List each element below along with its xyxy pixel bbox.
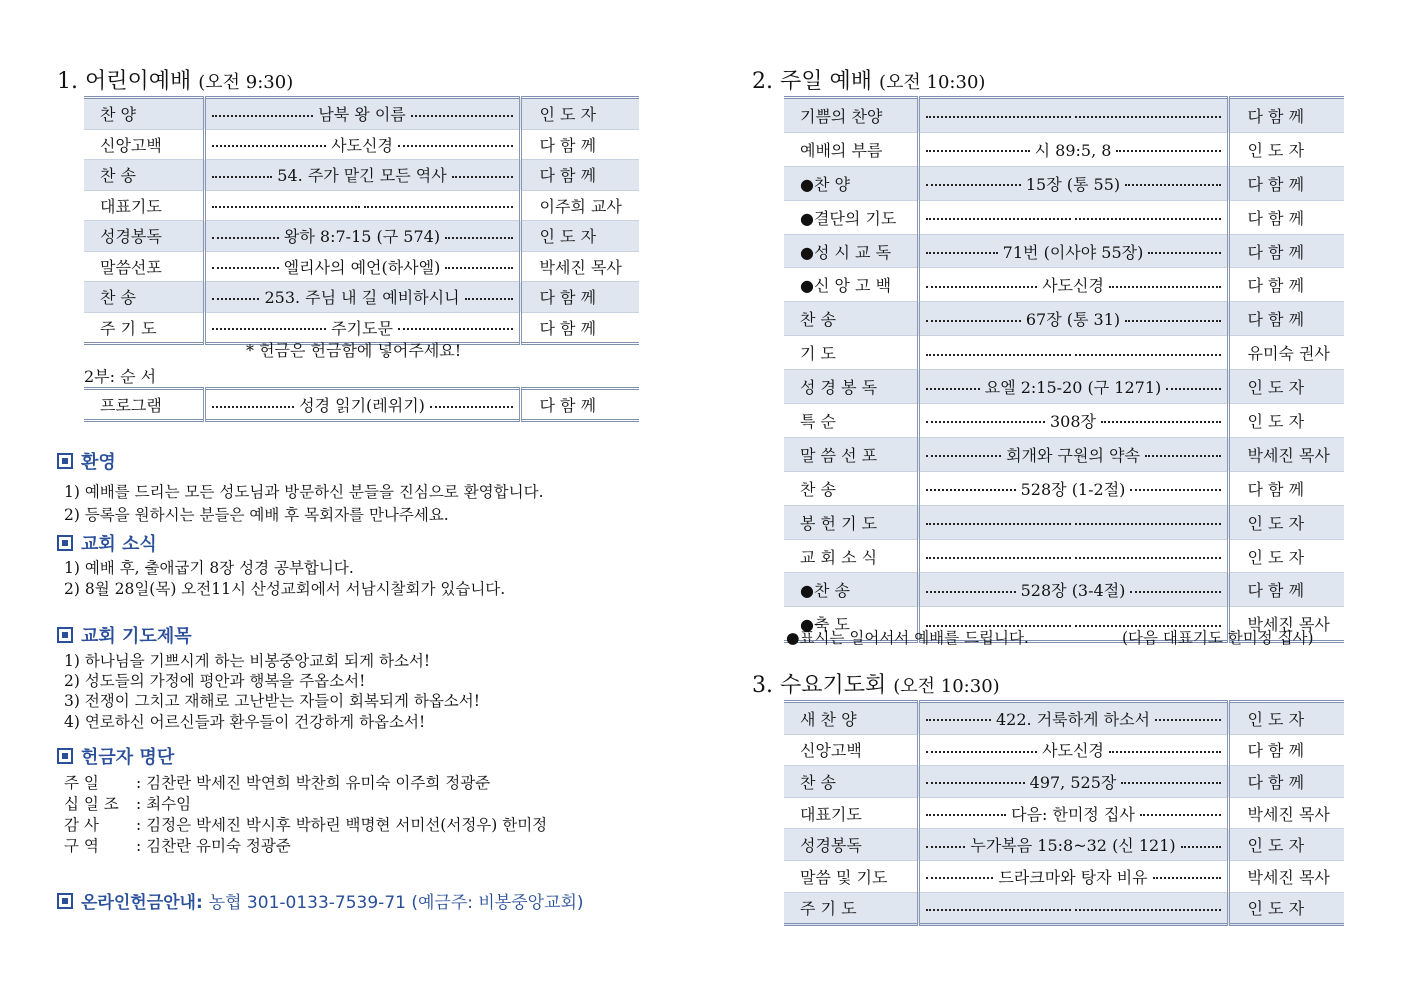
order-item-label: ●찬 송 bbox=[784, 573, 918, 607]
order-item-detail: 528장 (3-4절) bbox=[1020, 581, 1126, 601]
order-item-detail: 사도신경 bbox=[1042, 741, 1104, 761]
order-item-leader: 박세진 목사 bbox=[1228, 860, 1344, 892]
order-row bbox=[84, 389, 639, 421]
standing-note: ●표시는 일어서서 예배를 드립니다. bbox=[786, 629, 1029, 647]
donor-category: 십 일 조 bbox=[64, 795, 119, 813]
online-offering-account: 농협 301-0133-7539-71 (예금주: 비봉중앙교회) bbox=[208, 893, 584, 913]
order-item-leader: 다 함 께 bbox=[1228, 766, 1344, 798]
order-item-content bbox=[918, 370, 1228, 404]
order-item-content bbox=[918, 200, 1228, 234]
order-item-leader: 인 도 자 bbox=[1228, 892, 1344, 925]
section1-title bbox=[57, 64, 293, 95]
order-item-content bbox=[918, 404, 1228, 438]
order-item-content bbox=[918, 132, 1228, 166]
order-row bbox=[784, 166, 1344, 200]
order-item-label: 대표기도 bbox=[84, 190, 204, 221]
section2-title bbox=[752, 64, 985, 95]
order-item-content bbox=[204, 251, 520, 282]
donors-heading bbox=[57, 743, 174, 769]
order-item-detail: 누가복음 15:8~32 (신 121) bbox=[970, 836, 1176, 856]
order-item-content bbox=[918, 860, 1228, 892]
section2-title-text: 2. 주일 예배 bbox=[752, 69, 872, 94]
order-item-leader: 인 도 자 bbox=[1228, 539, 1344, 573]
prayer-heading bbox=[57, 622, 192, 648]
order-item-leader: 인 도 자 bbox=[1228, 132, 1344, 166]
order-item-content bbox=[918, 829, 1228, 861]
section2-table bbox=[784, 96, 1344, 643]
order-item-detail: 남북 왕 이름 bbox=[318, 105, 406, 125]
order-item-detail: 요엘 2:15-20 (구 1271) bbox=[984, 378, 1162, 398]
order-row bbox=[784, 268, 1344, 302]
order-item-label: 주 기 도 bbox=[84, 312, 204, 344]
section1-title-text: 1. 어린이예배 bbox=[57, 69, 192, 94]
donor-names: : 최수임 bbox=[136, 795, 192, 813]
square-bullet-icon bbox=[57, 627, 73, 643]
order-item-detail: 528장 (1-2절) bbox=[1020, 479, 1126, 499]
order-row bbox=[784, 437, 1344, 471]
order-item-label: 말씀 및 기도 bbox=[784, 860, 918, 892]
order-item-label: ●축 도 bbox=[784, 607, 918, 642]
order-item-label: 예배의 부름 bbox=[784, 132, 918, 166]
news-heading bbox=[57, 530, 157, 556]
order-item-leader: 유미숙 권사 bbox=[1228, 336, 1344, 370]
donor-category: 감 사 bbox=[64, 816, 99, 834]
order-item-leader: 다 함 께 bbox=[1228, 734, 1344, 766]
order-item-label: 성경봉독 bbox=[784, 829, 918, 861]
order-row bbox=[784, 860, 1344, 892]
order-item-content bbox=[918, 268, 1228, 302]
order-item-leader: 다 함 께 bbox=[1228, 302, 1344, 336]
order-item-label: 찬 송 bbox=[784, 471, 918, 505]
section3-table bbox=[784, 700, 1344, 926]
order-item-detail: 71번 (이사야 55장) bbox=[1002, 242, 1144, 262]
order-row bbox=[84, 98, 639, 130]
order-item-leader: 다 함 께 bbox=[520, 312, 639, 344]
order-item-content bbox=[204, 190, 520, 221]
order-item-leader: 다 함 께 bbox=[539, 396, 597, 415]
order-item-label: 기쁨의 찬양 bbox=[784, 98, 918, 133]
welcome-line-1: 1) 예배를 드리는 모든 성도님과 방문하신 분들을 진심으로 환영합니다. bbox=[64, 483, 544, 501]
order-item-label: ●찬 양 bbox=[784, 166, 918, 200]
order-item-label: 새 찬 양 bbox=[784, 702, 918, 735]
order-item-detail: 308장 bbox=[1050, 411, 1096, 431]
donor-names: : 김정은 박세진 박시후 박하린 백명현 서미선(서정우) 한미정 bbox=[136, 816, 548, 834]
order-item-label: 대표기도 bbox=[784, 797, 918, 829]
order-item-leader: 인 도 자 bbox=[1228, 404, 1344, 438]
donor-names: : 김찬란 유미숙 정광준 bbox=[136, 837, 291, 855]
order-row bbox=[784, 370, 1344, 404]
square-bullet-icon bbox=[57, 893, 73, 909]
order-item-content bbox=[918, 892, 1228, 925]
online-offering bbox=[57, 888, 584, 913]
order-item-label: 기 도 bbox=[784, 336, 918, 370]
order-row bbox=[784, 539, 1344, 573]
donor-category: 주 일 bbox=[64, 774, 99, 792]
order-item-leader: 인 도 자 bbox=[1228, 505, 1344, 539]
order-item-leader: 인 도 자 bbox=[1228, 370, 1344, 404]
order-item-leader: 박세진 목사 bbox=[1228, 437, 1344, 471]
section3-title-text: 3. 수요기도회 bbox=[752, 673, 887, 698]
order-item-detail: 드라크마와 탕자 비유 bbox=[998, 867, 1148, 887]
order-item-content bbox=[918, 702, 1228, 735]
order-item-leader: 인 도 자 bbox=[1228, 829, 1344, 861]
order-item-detail: 회개와 구원의 약속 bbox=[1006, 445, 1140, 465]
order-item-content bbox=[918, 505, 1228, 539]
order-row bbox=[784, 98, 1344, 133]
order-item-content bbox=[204, 129, 520, 160]
offering-note: * 헌금은 헌금함에 넣어주세요! bbox=[246, 341, 462, 360]
order-item-content bbox=[918, 302, 1228, 336]
news-line-1: 1) 예배 후, 출애굽기 8장 성경 공부합니다. bbox=[64, 559, 354, 577]
order-item-content bbox=[918, 336, 1228, 370]
square-bullet-icon bbox=[57, 453, 73, 469]
order-item-content bbox=[918, 234, 1228, 268]
order-item-content bbox=[204, 221, 520, 252]
order-row bbox=[784, 505, 1344, 539]
order-item-label: 찬 송 bbox=[84, 160, 204, 191]
order-item-label: 성경봉독 bbox=[84, 221, 204, 252]
square-bullet-icon bbox=[57, 535, 73, 551]
order-row bbox=[784, 797, 1344, 829]
order-item-leader: 다 함 께 bbox=[1228, 268, 1344, 302]
part2-label: 2부: 순 서 bbox=[84, 367, 157, 386]
order-item-content bbox=[918, 539, 1228, 573]
prayer-heading-text: 교회 기도제목 bbox=[81, 626, 192, 647]
order-row bbox=[784, 702, 1344, 735]
order-item-leader: 다 함 께 bbox=[1228, 200, 1344, 234]
order-row bbox=[84, 221, 639, 252]
order-item-leader: 박세진 목사 bbox=[520, 251, 639, 282]
order-row bbox=[84, 282, 639, 313]
order-item-leader: 다 함 께 bbox=[520, 129, 639, 160]
order-item-leader: 다 함 께 bbox=[1228, 98, 1344, 133]
order-item-content bbox=[204, 98, 520, 130]
online-offering-label: 온라인헌금안내: bbox=[81, 893, 203, 913]
news-heading-text: 교회 소식 bbox=[81, 534, 157, 555]
order-item-detail: 사도신경 bbox=[1042, 276, 1104, 296]
order-item-leader: 이주희 교사 bbox=[520, 190, 639, 221]
welcome-heading-text: 환영 bbox=[81, 452, 116, 473]
order-item-label: 신앙고백 bbox=[784, 734, 918, 766]
order-item-leader: 다 함 께 bbox=[520, 160, 639, 191]
order-item-label: ●성 시 교 독 bbox=[784, 234, 918, 268]
news-line-2: 2) 8월 28일(목) 오전11시 산성교회에서 서남시찰회가 있습니다. bbox=[64, 580, 506, 598]
order-item-detail: 시 89:5, 8 bbox=[1034, 140, 1112, 160]
order-row bbox=[84, 160, 639, 191]
order-row bbox=[784, 336, 1344, 370]
order-item-content bbox=[204, 160, 520, 191]
order-item-content bbox=[918, 797, 1228, 829]
order-item-label: 찬 송 bbox=[84, 282, 204, 313]
order-item-detail: 54. 주가 맡긴 모든 역사 bbox=[277, 166, 447, 186]
order-item-label: 찬 양 bbox=[84, 98, 204, 130]
part2-table bbox=[84, 387, 639, 422]
order-row bbox=[784, 132, 1344, 166]
donor-names: : 김찬란 박세진 박연희 박찬희 유미숙 이주희 정광준 bbox=[136, 774, 491, 792]
order-item-content bbox=[204, 389, 520, 421]
order-item-detail: 엘리사의 예언(하사엘) bbox=[283, 257, 441, 277]
section3-title bbox=[752, 668, 1000, 699]
order-row bbox=[784, 766, 1344, 798]
order-item-leader: 다 함 께 bbox=[1228, 234, 1344, 268]
order-item-content bbox=[918, 734, 1228, 766]
order-item-content bbox=[918, 98, 1228, 133]
order-row bbox=[784, 200, 1344, 234]
order-item-label: 봉 헌 기 도 bbox=[784, 505, 918, 539]
section3-time: (오전 10:30) bbox=[893, 676, 1000, 697]
order-row bbox=[784, 404, 1344, 438]
order-item-label: 찬 송 bbox=[784, 302, 918, 336]
section2-time: (오전 10:30) bbox=[879, 72, 986, 93]
order-item-leader: 다 함 께 bbox=[1228, 471, 1344, 505]
order-item-label: 특 순 bbox=[784, 404, 918, 438]
order-item-detail: 사도신경 bbox=[331, 135, 393, 155]
donor-category: 구 역 bbox=[64, 837, 99, 855]
order-row bbox=[84, 129, 639, 160]
order-item-leader: 박세진 목사 bbox=[1228, 797, 1344, 829]
order-item-label: 신앙고백 bbox=[84, 129, 204, 160]
prayer-line-4: 4) 연로하신 어르신들과 환우들이 건강하게 하옵소서! bbox=[64, 713, 426, 731]
order-item-detail: 주기도문 bbox=[331, 318, 393, 338]
order-item-leader: 인 도 자 bbox=[520, 221, 639, 252]
order-item-content bbox=[204, 282, 520, 313]
order-item-leader: 다 함 께 bbox=[1228, 166, 1344, 200]
order-item-label: 프로그램 bbox=[100, 396, 162, 415]
order-item-leader: 다 함 께 bbox=[520, 282, 639, 313]
order-item-detail: 왕하 8:7-15 (구 574) bbox=[283, 227, 441, 247]
order-item-leader: 인 도 자 bbox=[520, 98, 639, 130]
order-item-label: 말 씀 선 포 bbox=[784, 437, 918, 471]
order-item-leader: 다 함 께 bbox=[1228, 573, 1344, 607]
order-item-label: 교 회 소 식 bbox=[784, 539, 918, 573]
welcome-line-2: 2) 등록을 원하시는 분들은 예배 후 목회자를 만나주세요. bbox=[64, 506, 449, 524]
order-row bbox=[784, 302, 1344, 336]
order-item-detail: 497, 525장 bbox=[1029, 772, 1117, 792]
order-item-content bbox=[918, 166, 1228, 200]
order-row bbox=[784, 234, 1344, 268]
order-item-content bbox=[918, 766, 1228, 798]
welcome-heading bbox=[57, 448, 116, 474]
next-prayer-note: (다음 대표기도 한미정 집사) bbox=[1122, 629, 1314, 647]
order-item-detail: 15장 (통 55) bbox=[1025, 174, 1121, 194]
order-item-leader: 인 도 자 bbox=[1228, 702, 1344, 735]
order-item-content bbox=[918, 437, 1228, 471]
order-row bbox=[84, 190, 639, 221]
order-item-detail: 성경 읽기(레위기) bbox=[299, 396, 425, 415]
order-row bbox=[784, 734, 1344, 766]
prayer-line-1: 1) 하나님을 기쁘시게 하는 비봉중앙교회 되게 하소서! bbox=[64, 652, 431, 670]
prayer-line-2: 2) 성도들의 가정에 평안과 행복을 주옵소서! bbox=[64, 672, 366, 690]
order-item-detail: 422. 거룩하게 하소서 bbox=[996, 709, 1150, 729]
donors-heading-text: 헌금자 명단 bbox=[81, 747, 175, 768]
order-item-label: 찬 송 bbox=[784, 766, 918, 798]
order-row bbox=[84, 251, 639, 282]
order-row bbox=[784, 471, 1344, 505]
order-row bbox=[784, 829, 1344, 861]
order-item-label: ●신 앙 고 백 bbox=[784, 268, 918, 302]
order-item-detail: 67장 (통 31) bbox=[1025, 310, 1121, 330]
order-item-detail: 253. 주님 내 길 예비하시니 bbox=[264, 288, 460, 308]
order-item-label: ●결단의 기도 bbox=[784, 200, 918, 234]
order-row bbox=[784, 892, 1344, 925]
order-item-content bbox=[918, 573, 1228, 607]
order-item-leader: 박세진 목사 bbox=[1228, 607, 1344, 642]
section1-time: (오전 9:30) bbox=[198, 72, 294, 93]
order-item-label: 주 기 도 bbox=[784, 892, 918, 925]
prayer-line-3: 3) 전쟁이 그치고 재해로 고난받는 자들이 회복되게 하옵소서! bbox=[64, 692, 480, 710]
order-item-label: 성 경 봉 독 bbox=[784, 370, 918, 404]
order-item-detail: 다음: 한미정 집사 bbox=[1011, 804, 1135, 824]
order-row bbox=[784, 573, 1344, 607]
order-item-content bbox=[918, 471, 1228, 505]
square-bullet-icon bbox=[57, 748, 73, 764]
order-item-label: 말씀선포 bbox=[84, 251, 204, 282]
section1-table bbox=[84, 96, 639, 345]
